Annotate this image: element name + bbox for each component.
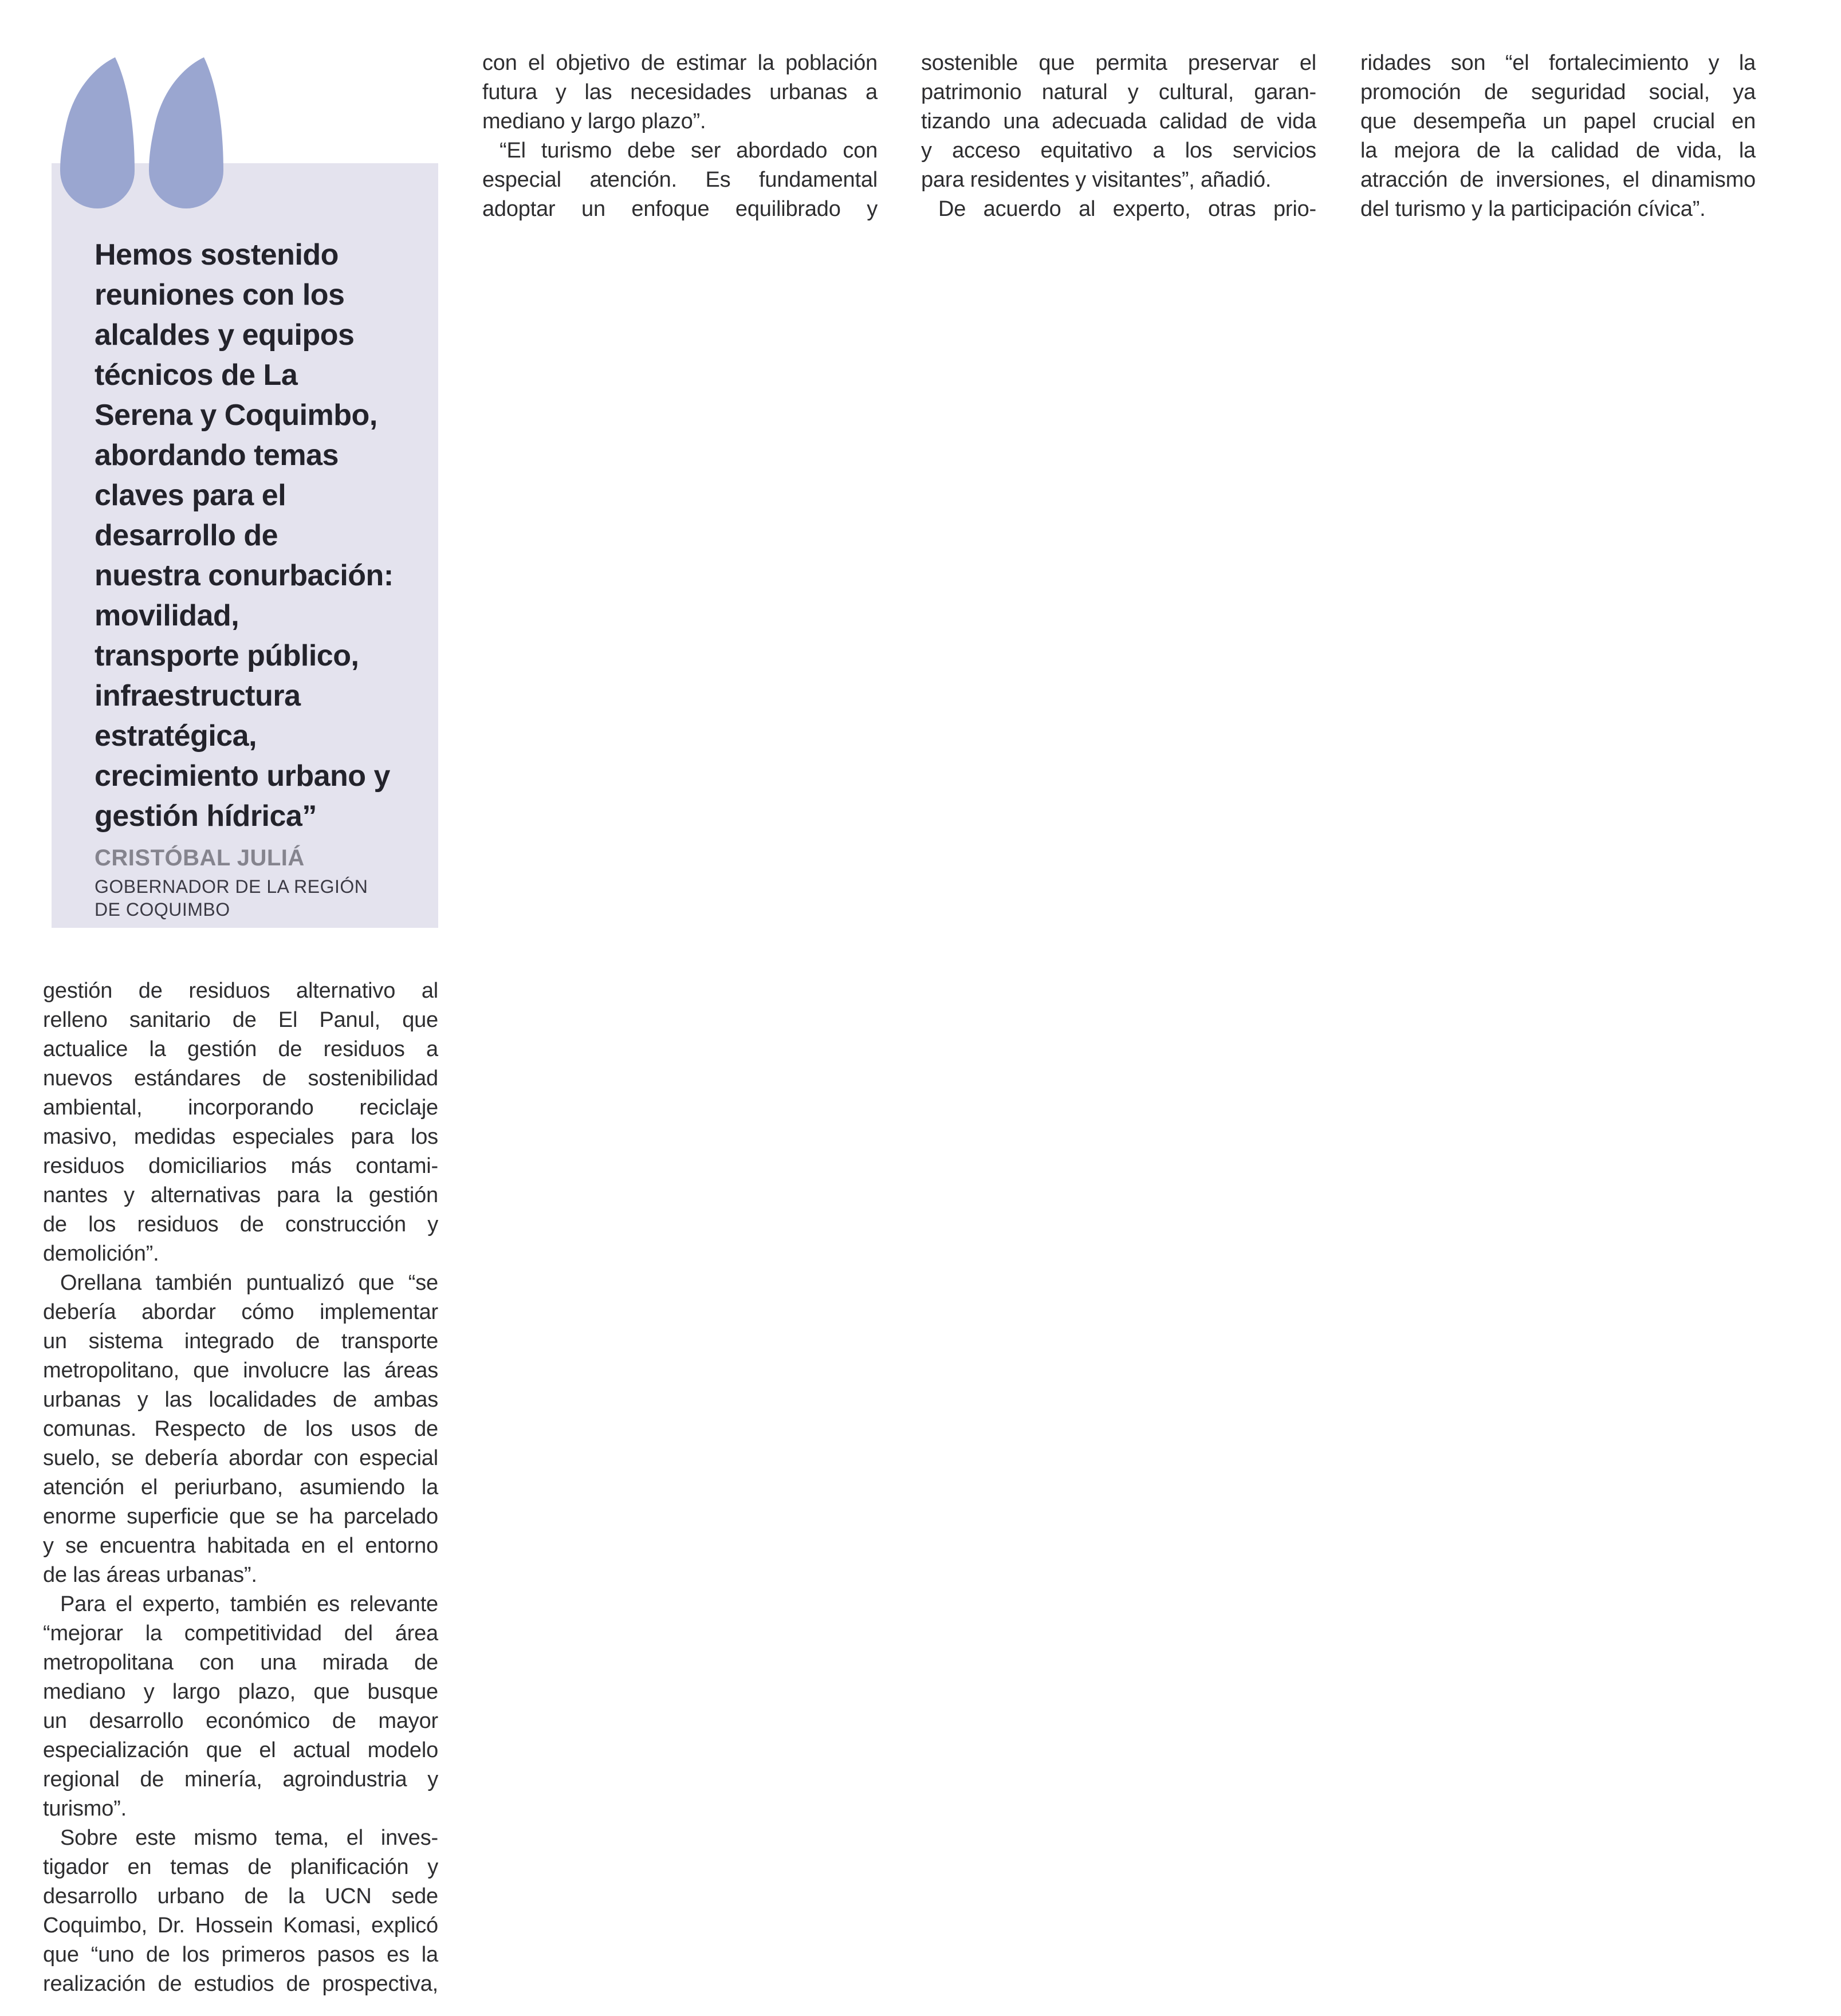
quote-line: crecimiento urbano y	[95, 759, 390, 793]
body-text-line: Para el experto, también es relevante	[60, 1592, 438, 1616]
body-text-line: “mejorar la competitividad del área	[43, 1621, 438, 1645]
body-text-line: realización de estudios de prospectiva,	[43, 1972, 438, 1996]
article-body-column-3	[921, 49, 1316, 224]
pullquote-role-line: DE COQUIMBO	[95, 899, 230, 920]
body-text-line: tizando una adecuada calidad de vida	[921, 109, 1316, 133]
body-text-line: De acuerdo al experto, otras prio-	[938, 197, 1316, 221]
body-text-line: especialización que el actual modelo	[43, 1738, 438, 1762]
pullquote-role	[95, 875, 426, 921]
article-body-column-1	[43, 976, 438, 1999]
body-text-line: nuevos estándares de sostenibilidad	[43, 1066, 438, 1090]
body-text-line: enorme superficie que se ha parcelado	[43, 1505, 438, 1529]
body-text-line: debería abordar cómo implementar	[43, 1300, 438, 1324]
body-text-line: mediano y largo plazo”.	[482, 109, 706, 133]
quote-line: Hemos sostenido	[95, 238, 339, 271]
body-text-line: suelo, se debería abordar con especial	[43, 1446, 438, 1470]
body-text-line: la mejora de la calidad de vida, la	[1360, 139, 1756, 163]
column-1	[43, 49, 438, 1999]
quote-line: técnicos de La	[95, 359, 298, 392]
body-text-line: metropolitana con una mirada de	[43, 1651, 438, 1675]
body-text-line: “El turismo debe ser abordado con	[499, 139, 878, 163]
pullquote-box	[52, 163, 438, 928]
body-text-line: del turismo y la participación cívica”.	[1360, 197, 1706, 221]
body-text-line: residuos domiciliarios más contami-	[43, 1154, 438, 1178]
body-text-line: futura y las necesidades urbanas a	[482, 80, 878, 104]
body-text-line: y se encuentra habitada en el entorno	[43, 1534, 438, 1558]
quote-line: reuniones con los	[95, 278, 345, 312]
body-text-line: metropolitano, que involucre las áreas	[43, 1359, 438, 1383]
body-text-line: adoptar un enfoque equilibrado y	[482, 197, 878, 221]
body-text-line: turismo”.	[43, 1797, 127, 1821]
article-body-column-4	[1360, 49, 1756, 224]
body-text-line: nantes y alternativas para la gestión	[43, 1183, 438, 1207]
quote-line: infraestructura	[95, 679, 301, 712]
column-2	[482, 49, 878, 224]
body-text-line: Sobre este mismo tema, el inves-	[60, 1826, 438, 1850]
body-text-line: de los residuos de construcción y	[43, 1212, 438, 1237]
column-3	[921, 49, 1316, 224]
body-text-line: un desarrollo económico de mayor	[43, 1709, 438, 1733]
body-text-line: masivo, medidas especiales para los	[43, 1125, 438, 1149]
pullquote-text	[95, 235, 426, 836]
quote-line: gestión hídrica”	[95, 800, 317, 833]
body-text-line: de las áreas urbanas”.	[43, 1563, 257, 1587]
body-text-line: desarrollo urbano de la UCN sede	[43, 1884, 438, 1908]
body-text-line: sostenible que permita preservar el	[921, 51, 1316, 75]
quote-line: desarrollo de	[95, 519, 278, 552]
quote-line: abordando temas	[95, 439, 339, 472]
body-text-line: con el objetivo de estimar la población	[482, 51, 878, 75]
column-4	[1360, 49, 1756, 224]
body-text-line: para residentes y visitantes”, añadió.	[921, 168, 1272, 192]
body-text-line: especial atención. Es fundamental	[482, 168, 878, 192]
pullquote-role-line: GOBERNADOR DE LA REGIÓN	[95, 876, 368, 897]
opening-quote-icon	[60, 57, 223, 209]
body-text-line: actualice la gestión de residuos a	[43, 1037, 438, 1061]
body-text-line: mediano y largo plazo, que busque	[43, 1680, 438, 1704]
body-text-line: comunas. Respecto de los usos de	[43, 1417, 438, 1441]
body-text-line: demolición”.	[43, 1242, 159, 1266]
body-text-line: un sistema integrado de transporte	[43, 1329, 438, 1353]
body-text-line: regional de minería, agroindustria y	[43, 1767, 438, 1791]
body-text-line: promoción de seguridad social, ya	[1360, 80, 1756, 104]
body-text-line: y acceso equitativo a los servicios	[921, 139, 1316, 163]
quote-line: claves para el	[95, 479, 286, 512]
quote-line: estratégica,	[95, 719, 257, 753]
body-text-line: gestión de residuos alternativo al	[43, 979, 438, 1003]
body-text-line: atracción de inversiones, el dinamismo	[1360, 168, 1756, 192]
pullquote-author: CRISTÓBAL JULIÁ	[95, 845, 305, 871]
body-text-line: Orellana también puntualizó que “se	[60, 1271, 438, 1295]
body-text-line: atención el periurbano, asumiendo la	[43, 1475, 438, 1499]
body-text-line: patrimonio natural y cultural, garan-	[921, 80, 1316, 104]
body-text-line: relleno sanitario de El Panul, que	[43, 1008, 438, 1032]
quote-line: movilidad,	[95, 599, 239, 632]
body-text-line: tigador en temas de planificación y	[43, 1855, 438, 1879]
article-body-column-2	[482, 49, 878, 224]
quote-line: Serena y Coquimbo,	[95, 399, 377, 432]
body-text-line: ambiental, incorporando reciclaje	[43, 1096, 438, 1120]
body-text-line: ridades son “el fortalecimiento y la	[1360, 51, 1756, 75]
body-text-line: urbanas y las localidades de ambas	[43, 1388, 438, 1412]
body-text-line: que desempeña un papel crucial en	[1360, 109, 1756, 133]
quote-line: transporte público,	[95, 639, 359, 672]
quote-line: alcaldes y equipos	[95, 318, 355, 352]
quote-line: nuestra conurbación:	[95, 559, 394, 592]
body-text-line: Coquimbo, Dr. Hossein Komasi, explicó	[43, 1913, 438, 1938]
body-text-line: que “uno de los primeros pasos es la	[43, 1943, 438, 1967]
